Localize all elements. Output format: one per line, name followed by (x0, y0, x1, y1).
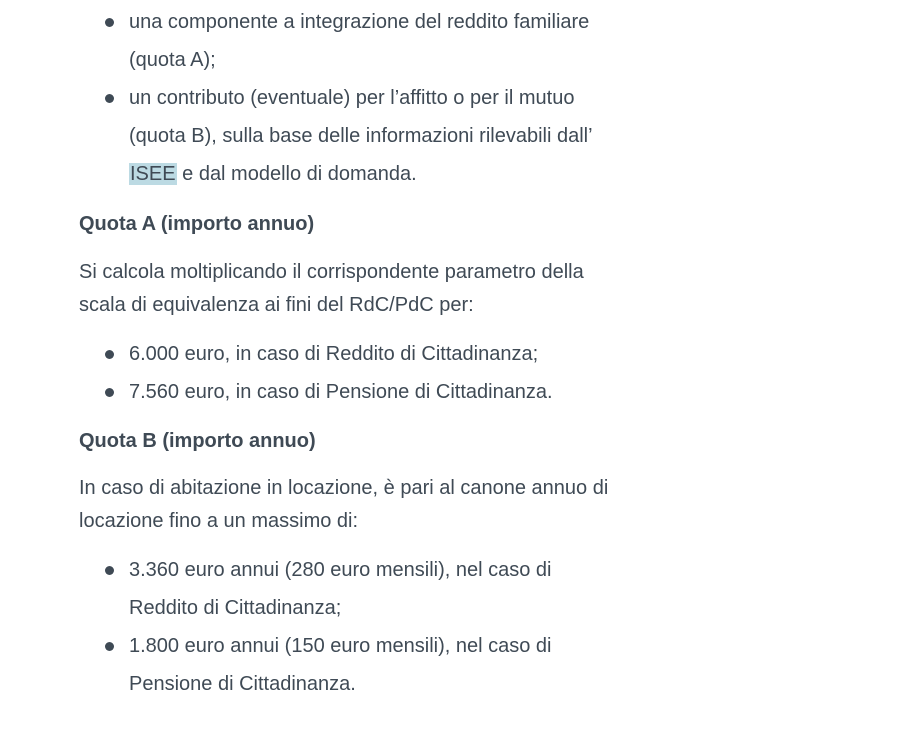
bullet-icon (105, 350, 114, 359)
paragraph-line: Si calcola moltiplicando il corrispondente parametro della (79, 261, 584, 283)
paragraph-line: scala di equivalenza ai fini del RdC/PdC per: (79, 294, 474, 316)
list-item-line: Pensione di Cittadinanza. (129, 673, 356, 695)
bullet-icon (105, 388, 114, 397)
income-components-list (79, 3, 593, 193)
paragraph-line: In caso di abitazione in locazione, è pari al canone annuo di (79, 477, 609, 499)
quota-b-heading: Quota B (importo annuo) (79, 430, 316, 452)
list-item-text: 7.560 euro, in caso di Pensione di Cittadinanza. (129, 381, 553, 403)
bullet-icon (105, 94, 114, 103)
list-item-line: un contributo (eventuale) per l’affitto o per il mutuo (129, 87, 575, 109)
list-item-line: e dal modello di domanda. (176, 163, 417, 185)
isee-highlight[interactable]: ISEE (130, 163, 176, 185)
list-item (79, 373, 553, 411)
list-item (79, 79, 593, 193)
bullet-icon (105, 642, 114, 651)
quota-a-heading: Quota A (importo annuo) (79, 213, 315, 235)
bullet-icon (105, 566, 114, 575)
list-item-line: (quota A); (129, 49, 216, 71)
quota-a-list (79, 335, 553, 411)
list-item (79, 551, 551, 627)
quota-b-paragraph (79, 472, 608, 538)
list-item (79, 627, 551, 703)
list-item-line: (quota B), sulla base delle informazioni rilevabili dall’ (129, 125, 593, 147)
list-item-line: Reddito di Cittadinanza; (129, 597, 342, 619)
list-item-line: 1.800 euro annui (150 euro mensili), nel caso di (129, 635, 552, 657)
quota-b-list (79, 551, 551, 703)
list-item-line: una componente a integrazione del reddito familiare (129, 11, 590, 33)
bullet-icon (105, 18, 114, 27)
list-item (79, 3, 593, 79)
list-item-line: 3.360 euro annui (280 euro mensili), nel caso di (129, 559, 552, 581)
quota-a-paragraph (79, 256, 584, 322)
list-item-text: 6.000 euro, in caso di Reddito di Cittadinanza; (129, 343, 539, 365)
list-item (79, 335, 553, 373)
paragraph-line: locazione fino a un massimo di: (79, 510, 359, 532)
